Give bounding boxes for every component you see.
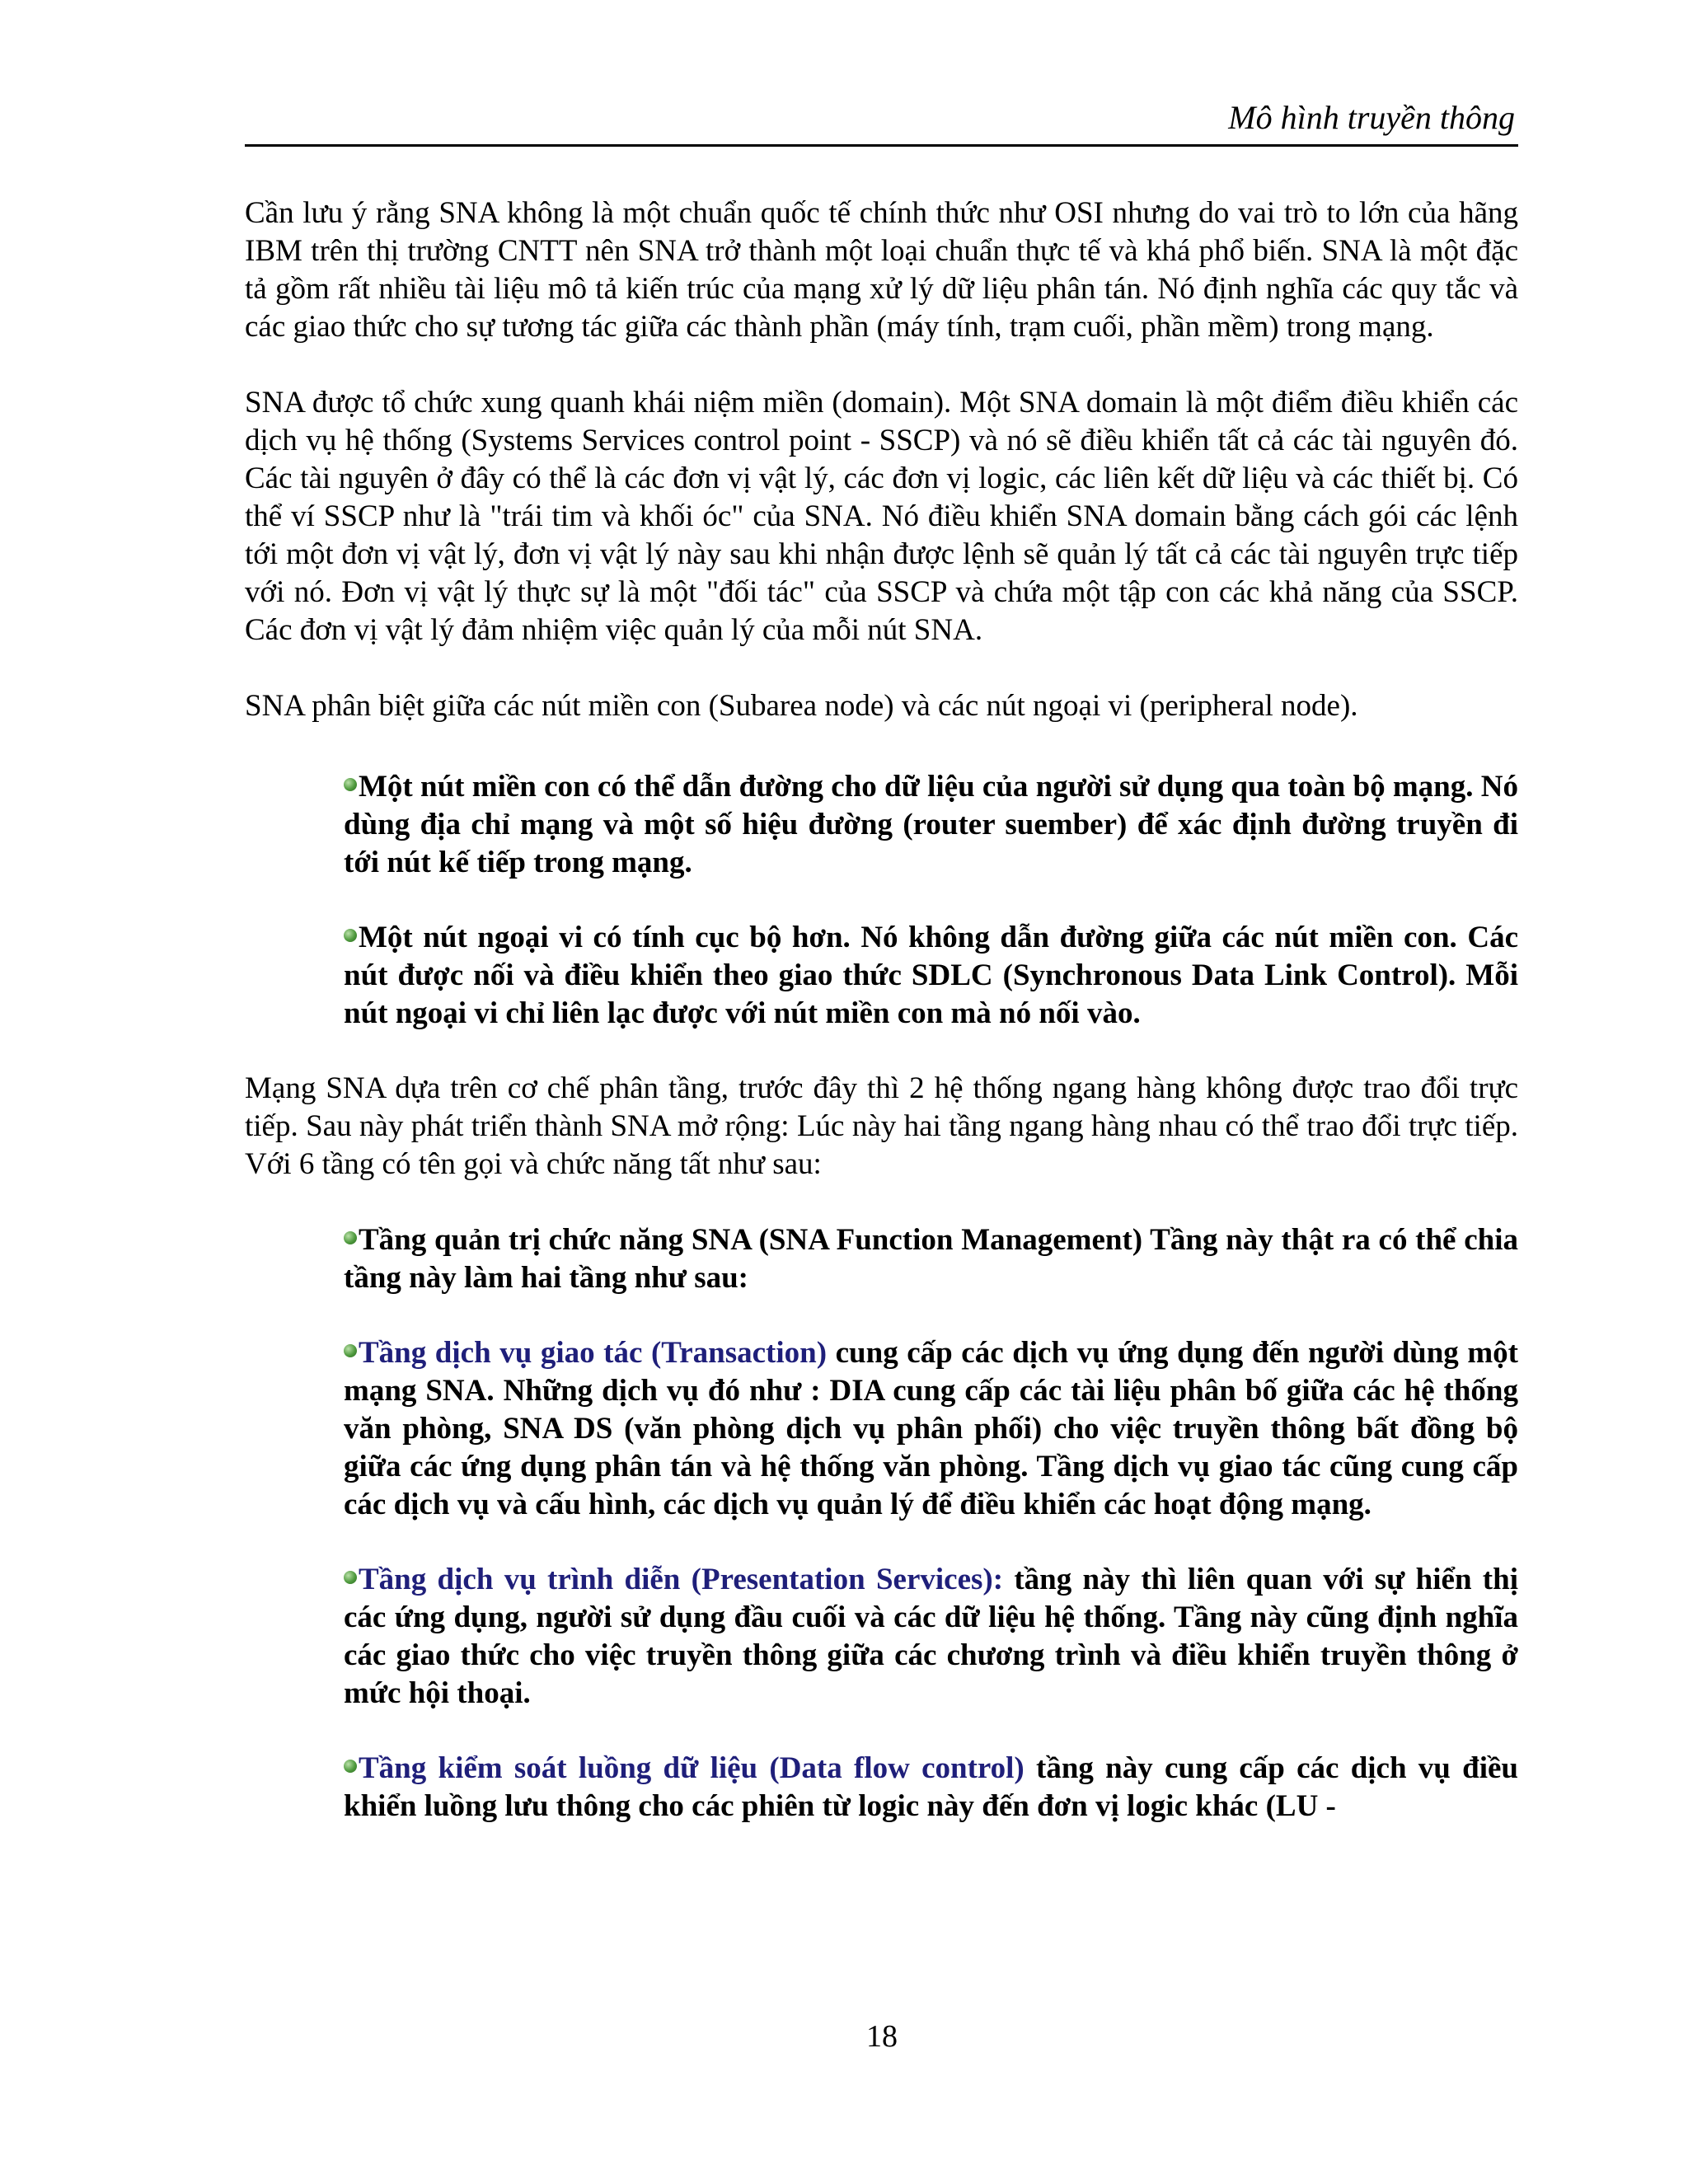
bullet-term: Tầng dịch vụ trình diễn (Presentation Services): [359, 1563, 1004, 1596]
paragraph-sna-domain: SNA được tổ chức xung quanh khái niệm miền (domain). Một SNA domain là một điểm điều khiển các dịch vụ hệ thống (Systems Services control point - SSCP) và nó sẽ điều khiển tất cả các tài nguyên đó. Các tài nguyên ở đây có thể là các đơn vị vật lý, các đơn vị logic, các liên kết dữ liệu và các thiết bị. Có thể ví SSCP như là "trái tim và khối óc" của SNA. Nó điều khiển SNA domain bằng cách gói các lệnh tới một đơn vị vật lý, đơn vị vật lý này sau khi nhận được lệnh sẽ quản lý tất cả các tài nguyên trực tiếp với nó. Đơn vị vật lý thực sự là một "đối tác" của SSCP và chứa một tập con các khả năng của SSCP. Các đơn vị vật lý đảm nhiệm việc quản lý của mỗi nút SNA. [245, 386, 1518, 647]
green-bullet-icon [344, 1344, 357, 1357]
bullet-term: Tầng kiểm soát luồng dữ liệu (Data flow control) [359, 1751, 1025, 1785]
bullet-data-flow-layer [344, 1750, 1518, 1825]
bullet-function-management [344, 1221, 1518, 1297]
paragraph-layering: Mạng SNA dựa trên cơ chế phân tầng, trước đây thì 2 hệ thống ngang hàng không được trao đổi trực tiếp. Sau này phát triển thành SNA mở rộng: Lúc này hai tầng ngang hàng nhau có thể trao đổi trực tiếp. Với 6 tầng có tên gọi và chức năng tất như sau: [245, 1071, 1518, 1181]
page-number: 18 [866, 2019, 898, 2054]
bullet-presentation-layer [344, 1561, 1518, 1713]
bullet-text: Một nút ngoại vi có tính cục bộ hơn. Nó không dẫn đường giữa các nút miền con. Các nút được nối và điều khiển theo giao thức SDLC (Synchronous Data Link Control). Mỗi nút ngoại vi chỉ liên lạc được với nút miền con mà nó nối vào. [344, 921, 1518, 1030]
paragraph-sna-intro: Cần lưu ý rằng SNA không là một chuẩn quốc tế chính thức như OSI nhưng do vai trò to lớn của hãng IBM trên thị trường CNTT nên SNA trở thành một loại chuẩn thực tế và khá phổ biến. SNA là một đặc tả gồm rất nhiều tài liệu mô tả kiến trúc của mạng xử lý dữ liệu phân tán. Nó định nghĩa các quy tắc và các giao thức cho sự tương tác giữa các thành phần (máy tính, trạm cuối, phần mềm) trong mạng. [245, 196, 1518, 344]
bullet-transaction-layer [344, 1334, 1518, 1524]
bullet-text: Một nút miền con có thể dẫn đường cho dữ liệu của người sử dụng qua toàn bộ mạng. Nó dùng địa chỉ mạng và một số hiệu đường (router suember) để xác định đường truyền đi tới nút kế tiếp trong mạng. [344, 770, 1518, 879]
green-bullet-icon [344, 929, 357, 942]
header-rule [245, 144, 1518, 147]
bullet-subarea-node [344, 768, 1518, 882]
green-bullet-icon [344, 1231, 357, 1244]
bullet-text: tầng này thì liên quan với sự hiển thị các ứng dụng, người sử dụng đầu cuối và các dữ liệu hệ thống. Tầng này cũng định nghĩa các giao thức cho việc truyền thông giữa các chương trình và điều khiển truyền thông ở mức hội thoại. [344, 1563, 1518, 1710]
bullet-text: Tầng quản trị chức năng SNA (SNA Function Management) Tầng này thật ra có thể chia tầng này làm hai tầng như sau: [344, 1223, 1518, 1295]
paragraph-node-types: SNA phân biệt giữa các nút miền con (Subarea node) và các nút ngoại vi (peripheral node). [245, 689, 1358, 723]
bullet-term: Tầng dịch vụ giao tác (Transaction) [359, 1336, 828, 1370]
bullet-text: tầng này cung cấp các dịch vụ điều khiển luồng lưu thông cho các phiên từ logic này đến đơn vị logic khác (LU - [344, 1751, 1518, 1823]
page-body [245, 194, 1518, 1863]
running-header-title: Mô hình truyền thông [1228, 99, 1515, 136]
green-bullet-icon [344, 778, 357, 791]
green-bullet-icon [344, 1571, 357, 1584]
bullet-peripheral-node [344, 919, 1518, 1033]
green-bullet-icon [344, 1760, 357, 1773]
bullet-text: cung cấp các dịch vụ ứng dụng đến người dùng một mạng SNA. Những dịch vụ đó như : DIA cung cấp các tài liệu phân bố giữa các hệ thống văn phòng, SNA DS (văn phòng dịch vụ phân phối) cho việc truyền thông bất đồng bộ giữa các ứng dụng phân tán và hệ thống văn phòng. Tầng dịch vụ giao tác cũng cung cấp các dịch vụ và cấu hình, các dịch vụ quản lý để điều khiển các hoạt động mạng. [344, 1336, 1519, 1521]
